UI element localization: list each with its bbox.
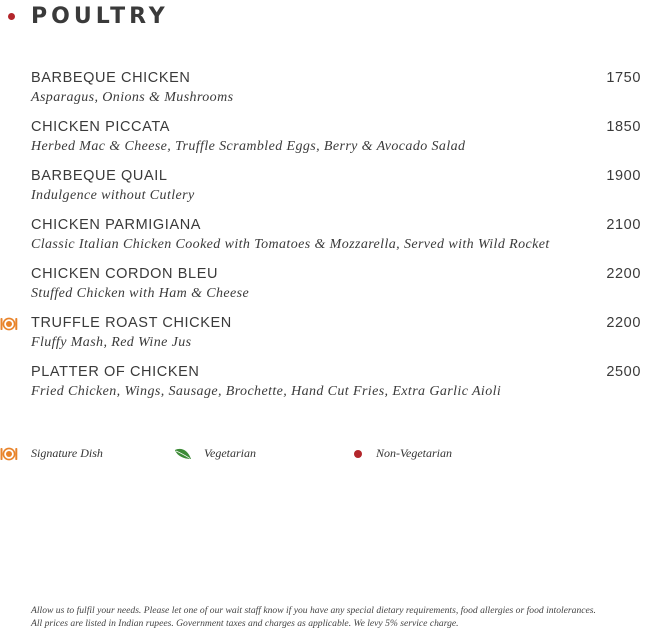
legend (0, 446, 650, 466)
item-name: TRUFFLE ROAST CHICKEN (31, 315, 232, 331)
item-price: 1750 (606, 70, 641, 86)
signature-dish-icon (0, 317, 18, 331)
item-price: 1850 (606, 119, 641, 135)
section-title: POULTRY (31, 4, 169, 29)
menu-item (0, 364, 650, 413)
menu-item (0, 119, 650, 168)
bullet-dot-icon (8, 13, 15, 20)
item-name: CHICKEN PARMIGIANA (31, 217, 202, 233)
signature-dish-icon (0, 447, 18, 461)
legend-non-vegetarian (353, 446, 452, 461)
footer-line: Allow us to fulfil your needs. Please let one of our wait staff know if you have any special dietary requirements, food allergies or food intolerances. (31, 605, 596, 616)
item-description: Fluffy Mash, Red Wine Jus (31, 335, 192, 350)
menu-item (0, 315, 650, 364)
footer-line: All prices are listed in Indian rupees. Government taxes and charges as applicable. We levy 5% service charge. (31, 618, 459, 629)
item-description: Asparagus, Onions & Mushrooms (31, 90, 234, 105)
item-description: Stuffed Chicken with Ham & Cheese (31, 286, 250, 301)
legend-signature-label: Signature Dish (31, 446, 103, 460)
item-name: CHICKEN PICCATA (31, 119, 170, 135)
item-price: 2200 (606, 266, 641, 282)
menu-item (0, 168, 650, 217)
menu-item (0, 217, 650, 266)
legend-non-vegetarian-label: Non-Vegetarian (376, 446, 452, 460)
item-description: Fried Chicken, Wings, Sausage, Brochette, Hand Cut Fries, Extra Garlic Aioli (31, 384, 502, 399)
leaf-icon (174, 447, 192, 461)
item-description: Indulgence without Cutlery (31, 188, 195, 203)
legend-vegetarian-label: Vegetarian (204, 446, 256, 460)
legend-signature (0, 446, 103, 461)
legend-vegetarian (174, 446, 256, 461)
menu-list (0, 70, 650, 413)
item-description: Classic Italian Chicken Cooked with Tomatoes & Mozzarella, Served with Wild Rocket (31, 237, 550, 252)
item-price: 2500 (606, 364, 641, 380)
menu-item (0, 266, 650, 315)
section-header (8, 4, 169, 29)
item-name: CHICKEN CORDON BLEU (31, 266, 219, 282)
item-name: PLATTER OF CHICKEN (31, 364, 200, 380)
item-name: BARBEQUE CHICKEN (31, 70, 191, 86)
item-name: BARBEQUE QUAIL (31, 168, 168, 184)
menu-item (0, 70, 650, 119)
item-description: Herbed Mac & Cheese, Truffle Scrambled Eggs, Berry & Avocado Salad (31, 139, 466, 154)
item-price: 2100 (606, 217, 641, 233)
item-price: 1900 (606, 168, 641, 184)
red-dot-icon (353, 449, 363, 459)
footer-notes (31, 604, 641, 630)
item-price: 2200 (606, 315, 641, 331)
